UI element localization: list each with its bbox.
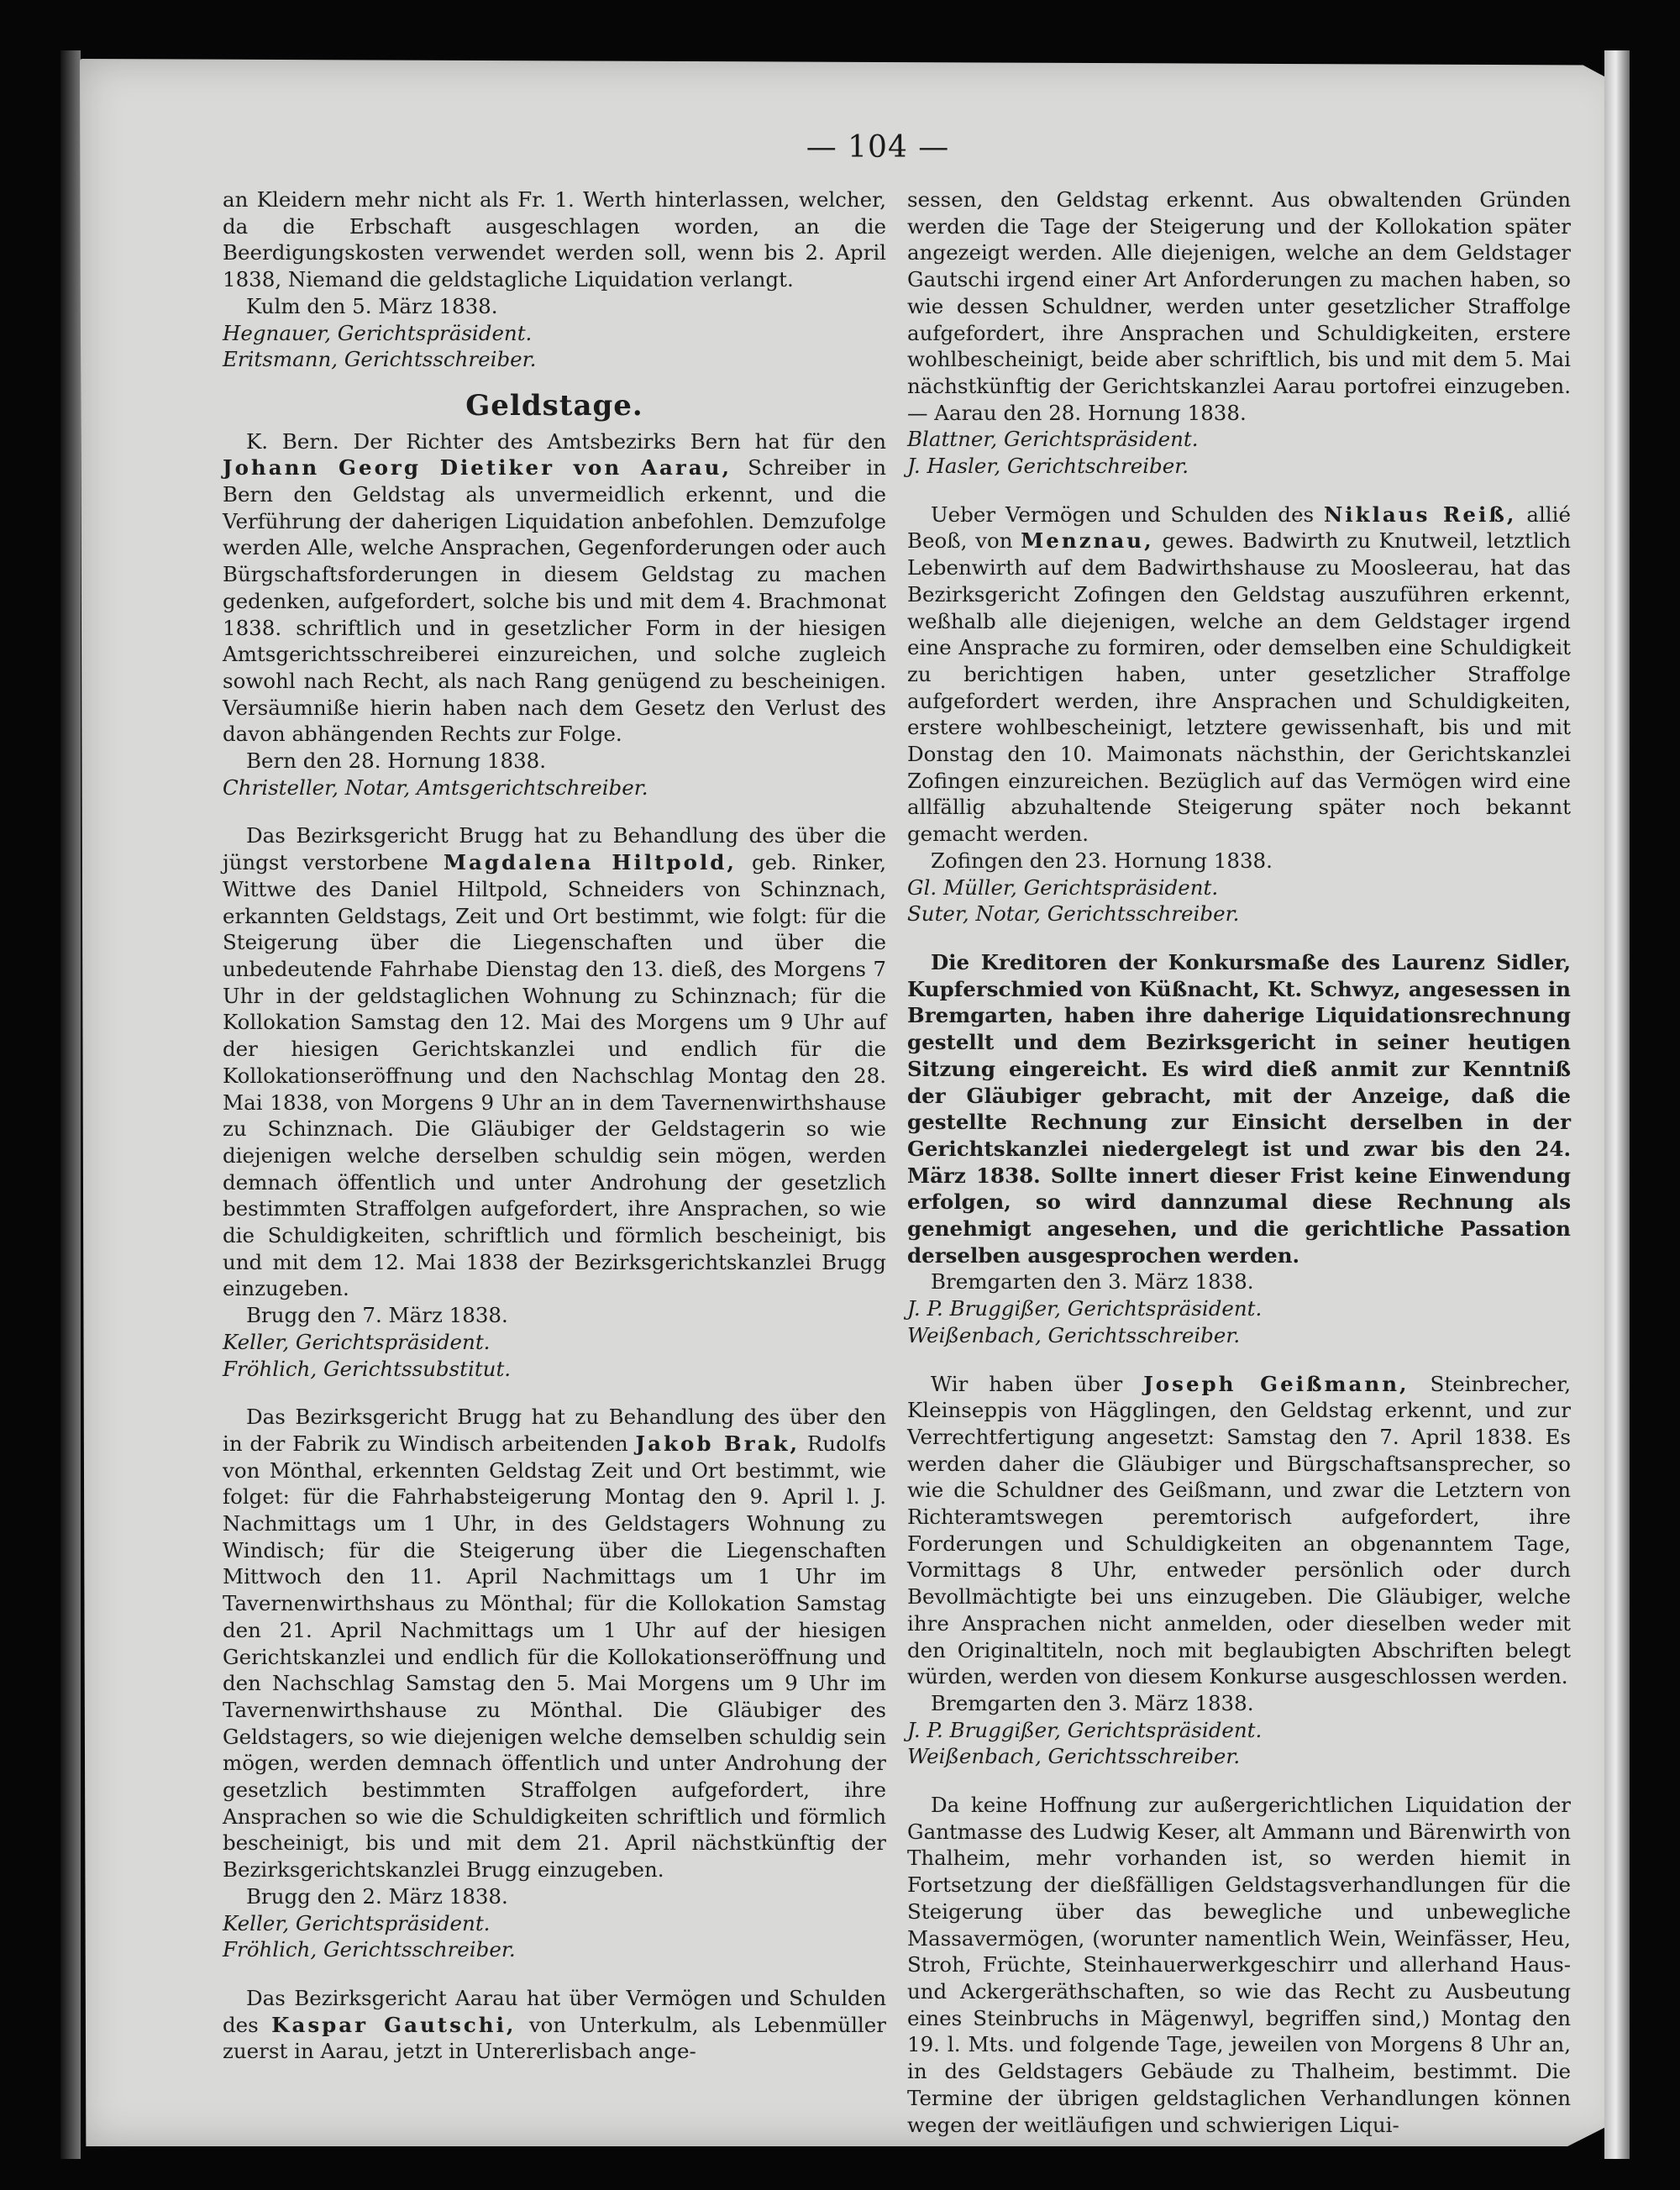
notice-text: Wir haben über [931, 1371, 1123, 1396]
signature: J. Hasler, Gerichtschreiber. [907, 454, 1189, 479]
notice-text: Das Bezirksgericht Brugg hat zu Behandlung des über die jüngst verstorbene [223, 823, 886, 875]
left-page-edge [60, 50, 81, 2159]
signature: Weißenbach, Gerichtsschreiber. [907, 1744, 1241, 1769]
section-heading: Geldstage. [465, 388, 643, 423]
notice-paragraph [907, 1371, 1571, 1690]
notice-paragraph [223, 822, 886, 1302]
right-column [907, 186, 1571, 2137]
signature: Keller, Gerichtspräsident. [223, 1910, 491, 1935]
dateline: Zofingen den 23. Hornung 1838. [931, 848, 1273, 873]
notice-text: K. Bern. Der Richter des Amtsbezirks Bern hat für den [246, 428, 886, 454]
notice-text: Schreiber in Bern den Geldstag als unvermeidlich erkennt, und die Verführung der daherigen Liquidation anbefohlen. Demzufolge werden Alle, welche Ansprachen, Gegenforderungen oder auch Bürgschaftsforderungen in diesem Geldstag zu machen gedenken, aufgefordert, solche bis und mit dem 4. Brachmonat 1838. schriftlich und in gesetzlicher Form in der hiesigen Amtsgerichtsschreiberei einzureichen, und solche zugleich sowohl nach Recht, als nach Rang genügend zu bescheinigen. Versäumniße hierin haben nach dem Gesetz den Verlust des davon abhängenden Rechts zur Folge. [223, 455, 886, 747]
notice-paragraph [223, 428, 886, 748]
notice-paragraph: Die Kreditoren der Konkursmaße des Laurenz Sidler, Kupferschmied von Küßnacht, Kt. Schwyz, angesessen in Bremgarten, haben ihre daherige Liquidationsrechnung gestellt und dem Bezirksgericht in seiner heutigen Sitzung eingereicht. Es wird dieß anmit zur Kenntniß der Gläubiger gebracht, mit der Anzeige, daß die gestellte Rechnung zur Einsicht derselben in der Gerichtskanzlei niedergelegt ist und zwar bis den 24. März 1838. Sollte innert dieser Frist keine Einwendung erfolgen, so wird dannzumal diese Rechnung als genehmigt angesehen, und die gerichtliche Passation derselben ausgesprochen werden. [907, 949, 1571, 1268]
notice-text: Rudolfs von Mönthal, erkennten Geldstag Zeit und Ort bestimmt, wie folget: für die Fahrhabsteigerung Montag den 9. April l. J. Nachmittags um 1 Uhr, in des Geldstagers Wohnung zu Windisch; für die Steigerung über die Liegenschaften Mittwoch den 11. April Nachmittags um 1 Uhr im Tavernenwirthshaus zu Mönthal; für die Kollokation Samstag den 21. April Nachmittags um 1 Uhr auf der hiesigen Gerichtskanzlei und endlich für die Kollokationseröffnung und den Nachschlag Samstag den 5. Mai Morgens um 9 Uhr im Tavernenwirthshause zu Mönthal. Die Gläubiger des Geldstagers, so wie diejenigen welche demselben schuldig sein mögen, werden demnach öffentlich und unter Androhung der gesetzlich bestimmten Straffolgen aufgefordert, ihre Ansprachen so wie die Schuldigkeiten schriftlich und förmlich bescheinigt, bis und mit dem 21. April nächstkünftig der Bezirksgerichtskanzlei Brugg einzugeben. [223, 1431, 886, 1883]
notice-paragraph [223, 1985, 886, 2065]
signature: J. P. Bruggißer, Gerichtspräsident. [907, 1717, 1263, 1742]
dateline: Kulm den 5. März 1838. [246, 293, 498, 318]
signature: J. P. Bruggißer, Gerichtspräsident. [907, 1296, 1263, 1321]
person-name: Jakob Brak, [635, 1431, 801, 1456]
notice-paragraph [907, 502, 1571, 848]
signature: Fröhlich, Gerichtsschreiber. [223, 1937, 516, 1962]
place-name: Menznau, [1021, 528, 1154, 554]
dateline: Bremgarten den 3. März 1838. [931, 1690, 1254, 1715]
signature: Blattner, Gerichtspräsident. [907, 427, 1199, 452]
signature: Keller, Gerichtspräsident. [223, 1329, 491, 1354]
signature: Gl. Müller, Gerichtspräsident. [907, 874, 1219, 900]
signature: Hegnauer, Gerichtspräsident. [223, 320, 533, 345]
dateline: Bern den 28. Hornung 1838. [246, 748, 547, 774]
notice-text: geb. Rinker, Wittwe des Daniel Hiltpold, Schneiders von Schinznach, erkannten Geldstags, Zeit und Ort bestimmt, wie folgt: für die Steigerung über die Liegenschaften und über die unbedeutende Fahrhabe Dienstag den 13. dieß, des Morgens 7 Uhr in der geldstaglichen Wohnung zu Schinznach; für die Kollokation Samstag den 12. Mai des Morgens um 9 Uhr auf der hiesigen Gerichtskanzlei und endlich für die Kollokationseröffnung und den Nachschlag Montag den 28. Mai 1838, von Morgens 9 Uhr an in dem Tavernenwirthshause zu Schinznach. Die Gläubiger der Geldstagerin so wie diejenigen welche derselben schuldig sein mögen, werden demnach öffentlich und unter Androhung der gesetzlich bestimmten Straffolgen aufgefordert, ihre Ansprachen, so wie die Schuldigkeiten, schriftlich und förmlich bescheinigt, bis und mit dem 12. Mai 1838 der Bezirksgerichtskanzlei Brugg einzugeben. [223, 850, 887, 1301]
left-column [223, 186, 886, 2085]
dateline: Brugg den 2. März 1838. [246, 1883, 508, 1909]
signature: Fröhlich, Gerichtssubstitut. [223, 1356, 512, 1381]
notice-text: Das Bezirksgericht Brugg hat zu Behandlung des über den in der Fabrik zu Windisch arbeitenden [223, 1405, 886, 1456]
notice-text: von Unterkulm, als Lebenmüller zuerst in Aarau, jetzt in Untererlisbach ange- [223, 2012, 886, 2064]
notice-continuation: sessen, den Geldstag erkennt. Aus obwaltenden Gründen werden die Tage der Steigerung und der Kollokation später angezeigt werden. Alle diejenigen, welche an dem Geldstager Gautschi irgend einer Art Anforderungen zu machen haben, so wie dessen Schuldner, werden unter gesetzlicher Straffolge aufgefordert, ihre Ansprachen und Schuldigkeiten, erstere wohlbescheinigt, beide aber schriftlich, bis und mit dem 5. Mai nächstkünftig der Gerichtskanzlei Aarau portofrei einzugeben. — Aarau den 28. Hornung 1838. [907, 187, 1571, 425]
notice-text: Das Bezirksgericht Aarau hat über Vermögen und Schulden des [223, 1986, 886, 2037]
person-name: Joseph Geißmann, [1143, 1371, 1410, 1396]
notice-text: allié Beoß, von [907, 502, 1571, 554]
notice-paragraph [223, 1404, 886, 1883]
carryover-paragraph: an Kleidern mehr nicht als Fr. 1. Werth hinterlassen, welcher, da die Erbschaft ausgeschlagen worden, an die Beerdigungskosten verwendet werden soll, wenn bis 2. April 1838, Niemand die geldstagliche Liquidation verlangt. [223, 187, 886, 292]
notice-text: Steinbrecher, Kleinseppis von Hägglingen, den Geldstag erkennt, und zur Verrechtfertigung angesetzt: Samstag den 7. April 1838. Es werden daher die Gläubiger und Bürgschaftsansprecher, so wie die Schuldner des Geißmann, und zwar die Letztern von Richteramtswegen peremtorisch aufgefordert, ihre Forderungen und Schuldigkeiten an obgenanntem Tage, Vormittags 8 Uhr, entweder persönlich oder durch Bevollmächtigte bei uns einzugeben. Die Gläubiger, welche ihre Ansprachen nicht anmelden, oder dieselben weder mit den Originaltiteln, noch mit beglaubigten Abschriften belegt würden, werden von diesem Konkurse ausgeschlossen werden. [907, 1371, 1571, 1689]
notice-text: gewes. Badwirth zu Knutweil, letztlich Lebenwirth auf dem Badwirthshause zu Moosleerau, hat das Bezirksgericht Zofingen den Geldstag auszuführen erkennt, weßhalb alle diejenigen, welche an dem Geldstager irgend eine Ansprache zu formiren, oder demselben eine Schuldigkeit zu berichtigen haben, unter gesetzlicher Straffolge aufgefordert werden, ihre Ansprachen und Schuldigkeiten, erstere wohlbescheinigt, letztere gewissenhaft, bis und mit Donstag den 10. Maimonats nächsthin, der Gerichtskanzlei Zofingen einzureichen. Bezüglich auf das Vermögen wird eine allfällig abzuhaltende Steigerung später noch bekannt gemacht werden. [907, 528, 1571, 847]
dateline: Bremgarten den 3. März 1838. [931, 1269, 1254, 1295]
page-number: — 104 — [806, 130, 950, 165]
signature: Christeller, Notar, Amtsgerichtschreiber. [223, 775, 648, 800]
right-page-edge [1604, 50, 1630, 2159]
signature: Eritsmann, Gerichtsschreiber. [223, 347, 537, 372]
person-name: Niklaus Reiß, [1323, 502, 1517, 527]
notice-paragraph: Da keine Hoffnung zur außergerichtlichen Liquidation der Gantmasse des Ludwig Keser, alt Ammann und Bärenwirth von Thalheim, mehr vorhanden ist, so werden hiemit in Fortsetzung der dießfälligen Geldstagsverhandlungen für die Steigerung über das bewegliche und unbewegliche Massavermögen, (worunter namentlich Wein, Weinfässer, Heu, Stroh, Früchte, Steinhauerwerkgeschirr und allerhand Haus- und Ackergeräthschaften, so wie das Recht zu Ausbeutung eines Steinbruchs in Mägenwyl, begriffen sind,) Montag den 19. l. Mts. und folgende Tage, jeweilen von Morgens 8 Uhr an, in des Geldstagers Gebäude zu Thalheim, bestimmt. Die Termine der übrigen geldstaglichen Verhandlungen können wegen der weitläufigen und schwierigen Liqui- [907, 1793, 1571, 2137]
signature: Weißenbach, Gerichtsschreiber. [907, 1322, 1241, 1347]
person-name: Johann Georg Dietiker von Aarau, [223, 455, 732, 481]
dateline: Brugg den 7. März 1838. [246, 1303, 508, 1328]
person-name: Kaspar Gautschi, [271, 2012, 517, 2037]
person-name: Magdalena Hiltpold, [443, 850, 737, 875]
notice-text: Ueber Vermögen und Schulden des [931, 502, 1315, 527]
signature: Suter, Notar, Gerichtsschreiber. [907, 901, 1240, 927]
